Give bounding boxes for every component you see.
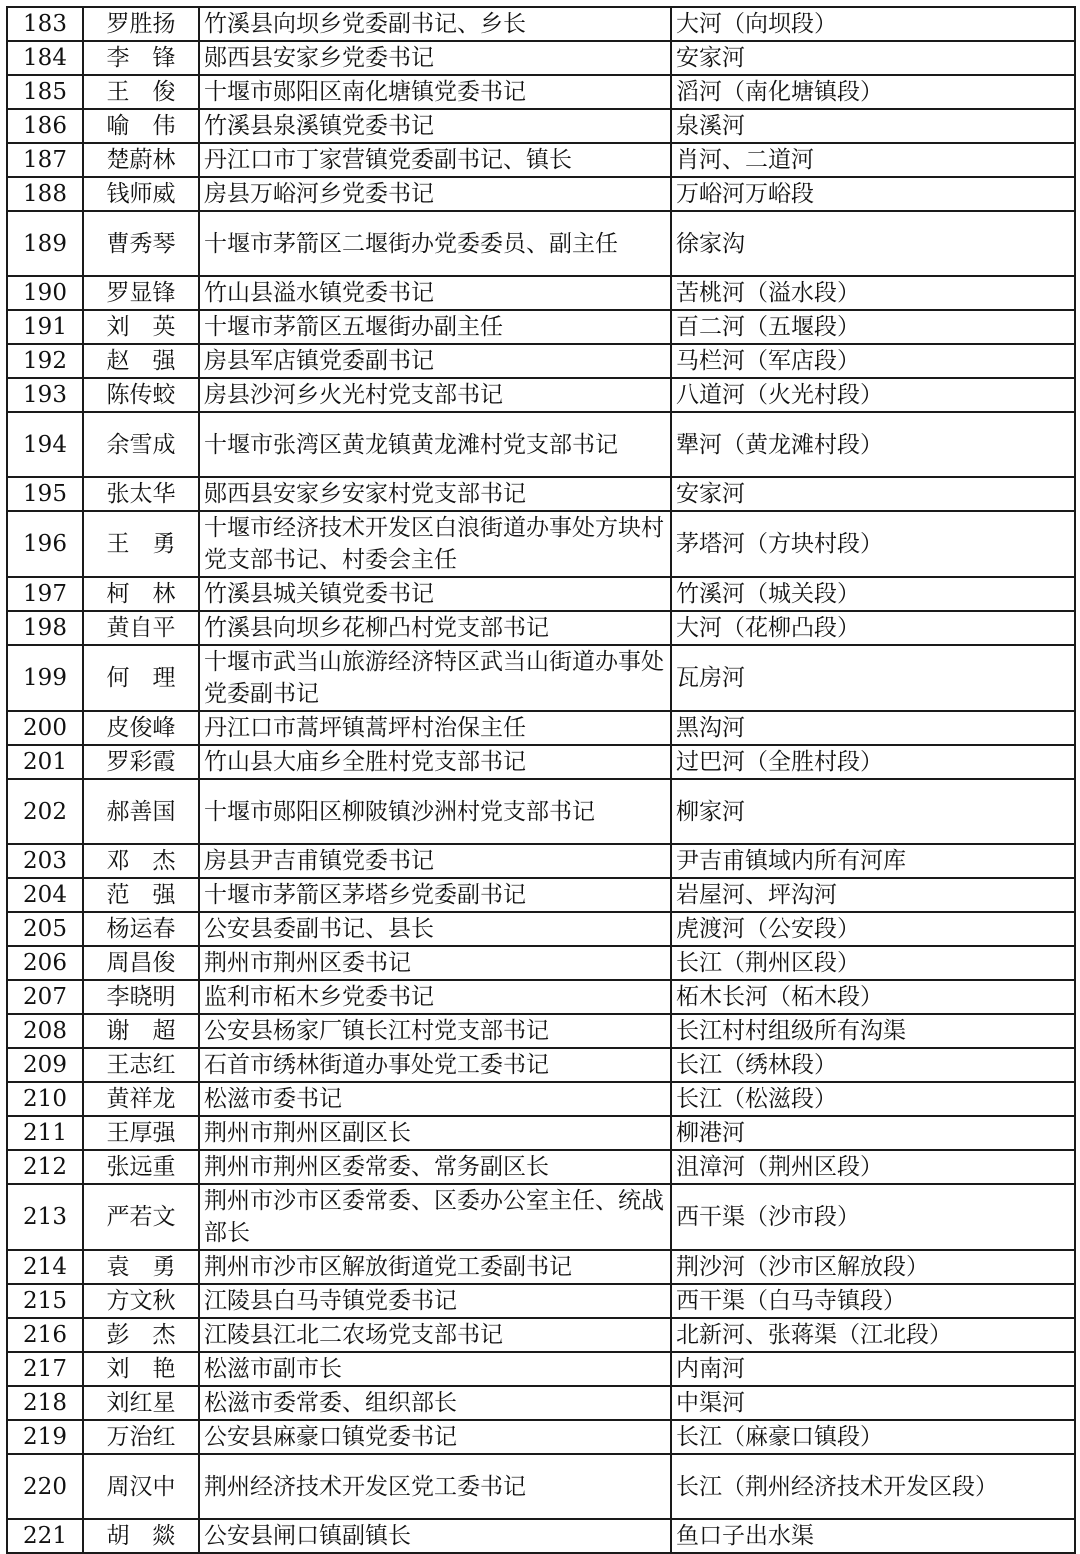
position-title: 荆州市荆州区委书记 [199, 946, 671, 980]
position-title: 十堰市经济技术开发区白浪街道办事处方块村党支部书记、村委会主任 [199, 511, 671, 577]
table-row [7, 1420, 1075, 1454]
river-section: 柘木长河（柘木段） [671, 980, 1075, 1014]
river-section: 柳家河 [671, 779, 1075, 844]
row-number: 187 [7, 143, 83, 177]
river-section: 长江（荆州经济技术开发区段） [671, 1454, 1075, 1519]
table-row [7, 1048, 1075, 1082]
table-row [7, 912, 1075, 946]
table-row [7, 211, 1075, 276]
position-title: 石首市绣林街道办事处党工委书记 [199, 1048, 671, 1082]
table-row [7, 1386, 1075, 1420]
person-name: 李 锋 [83, 41, 199, 75]
row-number: 207 [7, 980, 83, 1014]
position-title: 竹溪县向坝乡党委副书记、乡长 [199, 7, 671, 41]
person-name: 余雪成 [83, 412, 199, 477]
river-section: 万峪河万峪段 [671, 177, 1075, 211]
position-title: 郧西县安家乡党委书记 [199, 41, 671, 75]
person-name: 袁 勇 [83, 1250, 199, 1284]
table-row [7, 477, 1075, 511]
person-name: 罗胜扬 [83, 7, 199, 41]
person-name: 王 俊 [83, 75, 199, 109]
river-section: 安家河 [671, 41, 1075, 75]
row-number: 200 [7, 711, 83, 745]
river-section: 岩屋河、坪沟河 [671, 878, 1075, 912]
person-name: 范 强 [83, 878, 199, 912]
table-row [7, 7, 1075, 41]
river-section: 犟河（黄龙滩村段） [671, 412, 1075, 477]
person-name: 王 勇 [83, 511, 199, 577]
person-name: 周昌俊 [83, 946, 199, 980]
position-title: 十堰市郧阳区柳陂镇沙洲村党支部书记 [199, 779, 671, 844]
table-row [7, 1352, 1075, 1386]
river-section: 肖河、二道河 [671, 143, 1075, 177]
table-row [7, 711, 1075, 745]
river-section: 西干渠（沙市段） [671, 1184, 1075, 1250]
table-row [7, 310, 1075, 344]
river-section: 泉溪河 [671, 109, 1075, 143]
row-number: 195 [7, 477, 83, 511]
position-title: 荆州市荆州区委常委、常务副区长 [199, 1150, 671, 1184]
row-number: 197 [7, 577, 83, 611]
position-title: 公安县闸口镇副镇长 [199, 1519, 671, 1553]
table-row [7, 75, 1075, 109]
table-row [7, 645, 1075, 711]
row-number: 210 [7, 1082, 83, 1116]
river-section: 长江村村组级所有沟渠 [671, 1014, 1075, 1048]
row-number: 203 [7, 844, 83, 878]
position-title: 丹江口市蒿坪镇蒿坪村治保主任 [199, 711, 671, 745]
person-name: 钱师威 [83, 177, 199, 211]
row-number: 185 [7, 75, 83, 109]
river-section: 八道河（火光村段） [671, 378, 1075, 412]
row-number: 189 [7, 211, 83, 276]
person-name: 皮俊峰 [83, 711, 199, 745]
position-title: 十堰市茅箭区茅塔乡党委副书记 [199, 878, 671, 912]
table-row [7, 1150, 1075, 1184]
row-number: 191 [7, 310, 83, 344]
row-number: 201 [7, 745, 83, 779]
position-title: 江陵县白马寺镇党委书记 [199, 1284, 671, 1318]
table-row [7, 109, 1075, 143]
person-name: 刘红星 [83, 1386, 199, 1420]
table-row [7, 878, 1075, 912]
person-name: 黄自平 [83, 611, 199, 645]
table-row [7, 276, 1075, 310]
table-row [7, 344, 1075, 378]
row-number: 218 [7, 1386, 83, 1420]
table-row [7, 1284, 1075, 1318]
person-name: 刘 英 [83, 310, 199, 344]
person-name: 彭 杰 [83, 1318, 199, 1352]
table-row [7, 1184, 1075, 1250]
row-number: 190 [7, 276, 83, 310]
row-number: 194 [7, 412, 83, 477]
river-section: 尹吉甫镇域内所有河库 [671, 844, 1075, 878]
row-number: 217 [7, 1352, 83, 1386]
position-title: 江陵县江北二农场党支部书记 [199, 1318, 671, 1352]
person-name: 赵 强 [83, 344, 199, 378]
person-name: 万治红 [83, 1420, 199, 1454]
row-number: 192 [7, 344, 83, 378]
position-title: 丹江口市丁家营镇党委副书记、镇长 [199, 143, 671, 177]
person-name: 罗显锋 [83, 276, 199, 310]
row-number: 221 [7, 1519, 83, 1553]
table-row [7, 1519, 1075, 1553]
river-section: 百二河（五堰段） [671, 310, 1075, 344]
table-row [7, 611, 1075, 645]
table-row [7, 946, 1075, 980]
table-row [7, 779, 1075, 844]
table-row [7, 980, 1075, 1014]
person-name: 王志红 [83, 1048, 199, 1082]
person-name: 杨运春 [83, 912, 199, 946]
river-section: 大河（花柳凸段） [671, 611, 1075, 645]
river-section: 苦桃河（溢水段） [671, 276, 1075, 310]
river-section: 黑沟河 [671, 711, 1075, 745]
person-name: 张太华 [83, 477, 199, 511]
table-row [7, 177, 1075, 211]
position-title: 竹山县溢水镇党委书记 [199, 276, 671, 310]
person-name: 胡 燚 [83, 1519, 199, 1553]
river-section: 长江（松滋段） [671, 1082, 1075, 1116]
position-title: 竹溪县泉溪镇党委书记 [199, 109, 671, 143]
river-section: 鱼口子出水渠 [671, 1519, 1075, 1553]
river-chief-table [6, 6, 1076, 1554]
position-title: 荆州市沙市区委常委、区委办公室主任、统战部长 [199, 1184, 671, 1250]
row-number: 213 [7, 1184, 83, 1250]
row-number: 199 [7, 645, 83, 711]
table-body [7, 7, 1075, 1553]
table-row [7, 1014, 1075, 1048]
table-row [7, 41, 1075, 75]
table-row [7, 1318, 1075, 1352]
person-name: 严若文 [83, 1184, 199, 1250]
position-title: 荆州经济技术开发区党工委书记 [199, 1454, 671, 1519]
person-name: 陈传蛟 [83, 378, 199, 412]
river-section: 过巴河（全胜村段） [671, 745, 1075, 779]
person-name: 邓 杰 [83, 844, 199, 878]
river-section: 大河（向坝段） [671, 7, 1075, 41]
river-section: 北新河、张蒋渠（江北段） [671, 1318, 1075, 1352]
position-title: 竹山县大庙乡全胜村党支部书记 [199, 745, 671, 779]
river-section: 内南河 [671, 1352, 1075, 1386]
river-section: 马栏河（军店段） [671, 344, 1075, 378]
river-section: 柳港河 [671, 1116, 1075, 1150]
position-title: 郧西县安家乡安家村党支部书记 [199, 477, 671, 511]
river-section: 长江（麻豪口镇段） [671, 1420, 1075, 1454]
row-number: 204 [7, 878, 83, 912]
table-row [7, 745, 1075, 779]
river-section: 西干渠（白马寺镇段） [671, 1284, 1075, 1318]
row-number: 211 [7, 1116, 83, 1150]
position-title: 房县沙河乡火光村党支部书记 [199, 378, 671, 412]
table-row [7, 1250, 1075, 1284]
position-title: 房县尹吉甫镇党委书记 [199, 844, 671, 878]
row-number: 198 [7, 611, 83, 645]
position-title: 房县万峪河乡党委书记 [199, 177, 671, 211]
river-section: 长江（荆州区段） [671, 946, 1075, 980]
person-name: 方文秋 [83, 1284, 199, 1318]
row-number: 219 [7, 1420, 83, 1454]
row-number: 196 [7, 511, 83, 577]
row-number: 220 [7, 1454, 83, 1519]
row-number: 214 [7, 1250, 83, 1284]
row-number: 184 [7, 41, 83, 75]
position-title: 公安县杨家厂镇长江村党支部书记 [199, 1014, 671, 1048]
position-title: 荆州市荆州区副区长 [199, 1116, 671, 1150]
position-title: 松滋市委书记 [199, 1082, 671, 1116]
person-name: 刘 艳 [83, 1352, 199, 1386]
row-number: 183 [7, 7, 83, 41]
river-section: 瓦房河 [671, 645, 1075, 711]
person-name: 张远重 [83, 1150, 199, 1184]
row-number: 205 [7, 912, 83, 946]
row-number: 209 [7, 1048, 83, 1082]
position-title: 松滋市副市长 [199, 1352, 671, 1386]
person-name: 曹秀琴 [83, 211, 199, 276]
position-title: 十堰市茅箭区二堰街办党委委员、副主任 [199, 211, 671, 276]
person-name: 黄祥龙 [83, 1082, 199, 1116]
position-title: 竹溪县城关镇党委书记 [199, 577, 671, 611]
river-section: 虎渡河（公安段） [671, 912, 1075, 946]
position-title: 监利市柘木乡党委书记 [199, 980, 671, 1014]
table-row [7, 577, 1075, 611]
position-title: 房县军店镇党委副书记 [199, 344, 671, 378]
table-row [7, 378, 1075, 412]
river-section: 荆沙河（沙市区解放段） [671, 1250, 1075, 1284]
row-number: 215 [7, 1284, 83, 1318]
person-name: 郝善国 [83, 779, 199, 844]
row-number: 202 [7, 779, 83, 844]
river-section: 滔河（南化塘镇段） [671, 75, 1075, 109]
river-section: 中渠河 [671, 1386, 1075, 1420]
person-name: 喻 伟 [83, 109, 199, 143]
position-title: 十堰市张湾区黄龙镇黄龙滩村党支部书记 [199, 412, 671, 477]
table-row [7, 844, 1075, 878]
row-number: 212 [7, 1150, 83, 1184]
position-title: 荆州市沙市区解放街道党工委副书记 [199, 1250, 671, 1284]
position-title: 十堰市茅箭区五堰街办副主任 [199, 310, 671, 344]
row-number: 206 [7, 946, 83, 980]
river-section: 长江（绣林段） [671, 1048, 1075, 1082]
river-section: 茅塔河（方块村段） [671, 511, 1075, 577]
position-title: 十堰市郧阳区南化塘镇党委书记 [199, 75, 671, 109]
person-name: 罗彩霞 [83, 745, 199, 779]
row-number: 193 [7, 378, 83, 412]
position-title: 竹溪县向坝乡花柳凸村党支部书记 [199, 611, 671, 645]
row-number: 208 [7, 1014, 83, 1048]
river-section: 竹溪河（城关段） [671, 577, 1075, 611]
row-number: 216 [7, 1318, 83, 1352]
table-row [7, 412, 1075, 477]
person-name: 李晓明 [83, 980, 199, 1014]
row-number: 186 [7, 109, 83, 143]
position-title: 十堰市武当山旅游经济特区武当山街道办事处党委副书记 [199, 645, 671, 711]
river-section: 安家河 [671, 477, 1075, 511]
person-name: 王厚强 [83, 1116, 199, 1150]
table-row [7, 1116, 1075, 1150]
person-name: 周汉中 [83, 1454, 199, 1519]
position-title: 松滋市委常委、组织部长 [199, 1386, 671, 1420]
row-number: 188 [7, 177, 83, 211]
position-title: 公安县委副书记、县长 [199, 912, 671, 946]
person-name: 谢 超 [83, 1014, 199, 1048]
person-name: 楚蔚林 [83, 143, 199, 177]
table-row [7, 1454, 1075, 1519]
table-row [7, 1082, 1075, 1116]
person-name: 柯 林 [83, 577, 199, 611]
person-name: 何 理 [83, 645, 199, 711]
river-section: 徐家沟 [671, 211, 1075, 276]
position-title: 公安县麻豪口镇党委书记 [199, 1420, 671, 1454]
river-section: 沮漳河（荆州区段） [671, 1150, 1075, 1184]
table-row [7, 511, 1075, 577]
table-row [7, 143, 1075, 177]
